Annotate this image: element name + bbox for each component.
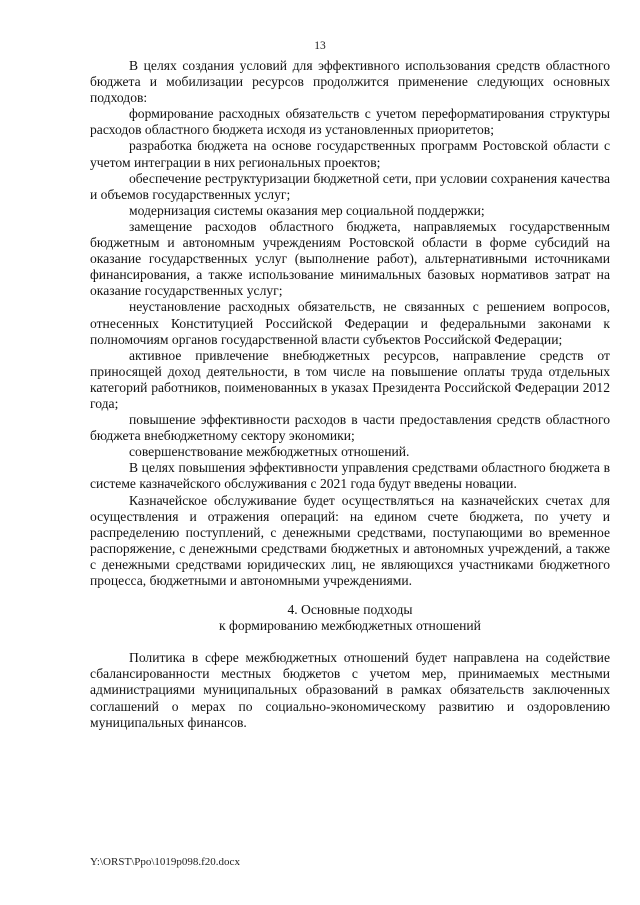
footer-file-path: Y:\ORST\Ppo\1019p098.f20.docx bbox=[90, 856, 240, 868]
paragraph-intro: В целях создания условий для эффективного использования средств областного бюджета и мобилизации ресурсов продолжится применение следующих основных подходов: bbox=[90, 58, 610, 106]
paragraph-item: совершенствование межбюджетных отношений. bbox=[129, 444, 410, 460]
paragraph-item: неустановление расходных обязательств, не связанных с решением вопросов, отнесенных Конституцией Российской Федерации и федеральными законами к полномочиям органов государственной власти субъектов Российской Федерации; bbox=[90, 299, 610, 347]
paragraph: В целях повышения эффективности управления средствами областного бюджета в системе казначейского обслуживания с 2021 года будут введены новации. bbox=[90, 460, 610, 492]
section-heading-line2: к формированию межбюджетных отношений bbox=[219, 618, 481, 634]
paragraph-item: формирование расходных обязательств с учетом переформатирования структуры расходов областного бюджета исходя из установленных приоритетов; bbox=[90, 106, 610, 138]
paragraph-item: обеспечение реструктуризации бюджетной сети, при условии сохранения качества и объемов государственных услуг; bbox=[90, 170, 610, 202]
paragraph-item: активное привлечение внебюджетных ресурсов, направление средств от приносящей доход деятельности, в том числе на повышение оплаты труда отдельных категорий работников, поименованных в указах Президента Российской Федерации 2012 года; bbox=[90, 347, 610, 411]
paragraph-item: повышение эффективности расходов в части предоставления средств областного бюджета внебюджетному сектору экономики; bbox=[90, 412, 610, 444]
paragraph: Казначейское обслуживание будет осуществляться на казначейских счетах для осуществления и отражения операций: на едином счете бюджета, по учету и распределению поступлений, с денежными средствами, поступающими во временное распоряжение, с денежными средствами бюджетных и автономных учреждений, а также с денежными средствами юридических лиц, не являющихся участниками бюджетного процесса, бюджетными и автономными учреждениями. bbox=[90, 492, 610, 588]
paragraph-item: замещение расходов областного бюджета, направляемых государственным бюджетным и автономным учреждениям Ростовской области в форме субсидий на оказание государственных услуг (выполнение работ), альтернативными источниками финансирования, а также использование минимальных базовых нормативов затрат на оказание государственных услуг; bbox=[90, 218, 610, 299]
section-heading bbox=[90, 602, 610, 634]
document-body bbox=[90, 58, 610, 731]
paragraph-item: разработка бюджета на основе государственных программ Ростовской области с учетом интеграции в них региональных проектов; bbox=[90, 138, 610, 170]
page-number: 13 bbox=[314, 40, 326, 52]
paragraph-item: модернизация системы оказания мер социальной поддержки; bbox=[129, 202, 485, 218]
section-paragraph: Политика в сфере межбюджетных отношений будет направлена на содействие сбалансированности местных бюджетов с учетом мер, принимаемых местными администрациями муниципальных образований в рамках обязательств заключенных соглашений о мерах по социально-экономическому развитию и оздоровлению муниципальных финансов. bbox=[90, 650, 610, 730]
section-heading-line1: 4. Основные подходы bbox=[287, 602, 413, 618]
